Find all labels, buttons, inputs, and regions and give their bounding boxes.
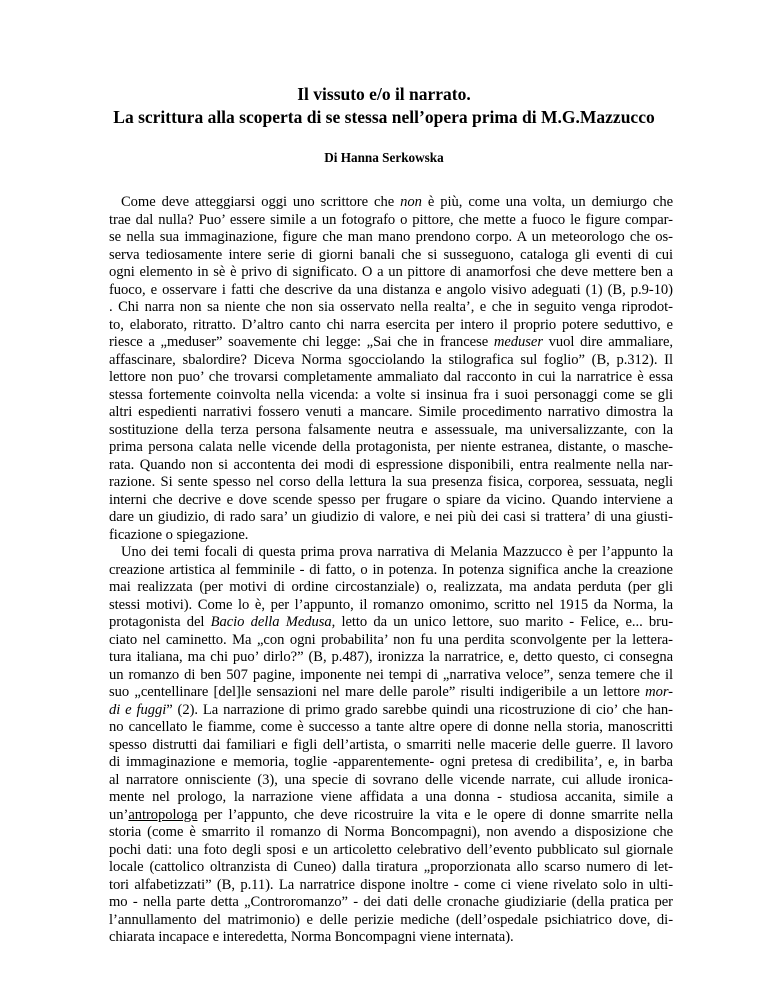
text-line: al narratore onnisciente (3), una specie di sovrano delle vicende narrate, cui allude ironica- xyxy=(109,771,673,788)
text-line: locale (cattolico oltranzista di Cuneo) dalla tiratura „proporzionata allo scarso numero di let- xyxy=(109,859,673,875)
text-line: chiarata incapace e interedetta, Norma Boncompagni viene internata). xyxy=(109,929,514,945)
text-line: storia (come è smarrito il romanzo di Norma Boncompagni), non avendo a disposizione che xyxy=(109,824,673,840)
text-line: interni che decrive e dove scende spesso per frugare o spiare da vicino. Quando interviene a xyxy=(109,491,673,508)
italic-text: di e fuggi xyxy=(109,701,167,718)
text-line: di e fuggi” (2). La narrazione di primo grado sarebbe quindi una ricostruzione di cio’ che han- xyxy=(109,701,673,718)
text-line: ciato nel caminetto. Ma „con ogni probabilita’ non fu una perdita sconvolgente per la lettera- xyxy=(109,631,673,648)
text-line: sostituzione della terza persona falsamente neutra e assessuale, ma universalizzante, con la xyxy=(109,421,673,438)
text-line: dare un giudizio, di rado sara’ un giudizio di valore, e nei più dei casi si trattera’ di una giusti- xyxy=(109,509,673,525)
title-line-2: La scrittura alla scoperta di se stessa nell’opera prima di M.G.Mazzucco xyxy=(113,107,655,127)
text-line: protagonista del Bacio della Medusa, letto da un unico lettore, suo marito - Felice, e... bru- xyxy=(109,614,673,630)
text-line: un romanzo di ben 507 pagine, imponente nei tempi di „narrativa veloce”, senza temere che il xyxy=(109,666,673,683)
text-line: ficazione o spiegazione. xyxy=(109,526,249,543)
text-line: suo „centellinare [del]le sensazioni nel mare delle parole” risulti indigeribile a un lettore mor- xyxy=(109,684,673,700)
text-line: . Chi narra non sa niente che non sia osservato nella realta’, e che in seguito venga riprodot- xyxy=(109,299,673,315)
text-line: rata. Quando non si accontenta dei modi di espressione disponibili, entra realmente nella nar- xyxy=(109,456,673,473)
text-line: mente nel prologo, la narrazione viene affidata a una donna - studiosa accanita, simile a xyxy=(109,789,673,805)
text-line: spesso distrutti dai familiari e figli dell’artista, o smarriti nelle macerie delle guerre. Il lavoro xyxy=(109,736,673,753)
text-line: razione. Si sente spesso nel corso della lettura la sua presenza fisica, corporea, sessuata, negli xyxy=(109,474,673,490)
text-line: altri espedienti narrativi fossero venuti a mancare. Simile procedimento narrativo dimostra la xyxy=(109,404,673,420)
text-line: no cancellato le fiamme, come è successo a tante altre opere di donne nella storia, manoscritti xyxy=(109,719,673,735)
text-line: l’annullamento del matrimonio) e delle perizie mediche (dell’ospedale psichiatrico dove, di- xyxy=(109,911,673,928)
text-line: se nella sua immaginazione, figure che man mano prendono corpo. A un meteorologo che os- xyxy=(109,229,673,245)
text-line: riesce a „meduser” soavemente chi legge: „Sai che in francese meduser vuol dire ammaliare, xyxy=(109,334,673,350)
text-line: creazione artistica al femminile - di fatto, o in potenza. In potenza significa anche la creazione xyxy=(109,561,673,578)
italic-text: Bacio della Medusa xyxy=(210,614,332,630)
text-line: pochi dati: una foto degli sposi e un articoletto celebrativo dell’evento pubblicato sul giornale xyxy=(109,841,673,858)
italic-text: meduser xyxy=(493,334,543,350)
author-byline: Di Hanna Serkowska xyxy=(324,150,444,165)
underlined-text: antropologa xyxy=(128,806,198,823)
text-line: Uno dei temi focali di questa prima prova narrativa di Melania Mazzucco è per l’appunto la xyxy=(121,544,673,560)
text-line: lettore non puo’ che trovarsi completamente ammaliato dal racconto in cui la narratrice è essa xyxy=(109,369,673,385)
italic-text: mor- xyxy=(645,684,673,700)
text-line: mai realizzata (per motivi di ordine circostanziale) o, realizzata, ma andata perduta (per gli xyxy=(109,579,673,595)
text-line: mo - nella parte detta „Controromanzo” - dei dati delle cronache giudiziarie (della pratica per xyxy=(109,894,673,910)
text-line: di immaginazione e memoria, toglie -apparentemente- ogni pretesa di credibilita’, e, in barba xyxy=(109,754,673,770)
article-body xyxy=(109,194,673,947)
text-line: prima persona calata nelle vicende della protagonista, per niente estranea, distante, o masche- xyxy=(109,439,673,455)
text-line: un’antropologa per l’appunto, che deve ricostruire la vita e le opere di donne smarrite nella xyxy=(109,806,673,823)
text-line: Come deve atteggiarsi oggi uno scrittore che non è più, come una volta, un demiurgo che xyxy=(121,194,673,210)
text-line: to, elaborato, ritratto. D’altro canto chi narra esercita per intero il proprio potere seduttivo, e xyxy=(109,316,673,333)
text-line: stessi motivi). Come lo è, per l’appunto, il romanzo omonimo, scritto nel 1915 da Norma, la xyxy=(109,596,673,613)
text-line: tori alfabetizzati” (B, p.11). La narratrice dispone inoltre - come ci viene rivelato solo in ulti- xyxy=(109,876,673,893)
text-line: trae dal nulla? Puo’ essere simile a un fotografo o pittore, che mette a fuoco le figure compar- xyxy=(109,211,673,228)
title-line-1: Il vissuto e/o il narrato. xyxy=(297,84,471,104)
italic-text: non xyxy=(400,194,422,210)
text-line: stessa fortemente coinvolta nella vicenda: a volte si insinua fra i suoi personaggi come se gli xyxy=(109,386,673,403)
text-line: ogni elemento in sè è privo di significato. O a un pittore di anamorfosi che deve mettere ben a xyxy=(109,264,673,280)
text-line: affascinare, sbalordire? Diceva Norma sgocciolando la stilografica sul foglio” (B, p.312). Il xyxy=(109,351,673,368)
text-line: tura italiana, ma chi puo’ dirlo?” (B, p.487), ironizza la narratrice, e, detto questo, ci consegna xyxy=(109,649,673,665)
text-line: serva tediosamente intere serie di giorni banali che si susseguono, cataloga gli eventi di cui xyxy=(109,246,673,263)
text-line: fuoco, e osservare i fatti che descrive da una distanza e angolo visivo adeguati (1) (B, p.9-10) xyxy=(109,281,673,298)
